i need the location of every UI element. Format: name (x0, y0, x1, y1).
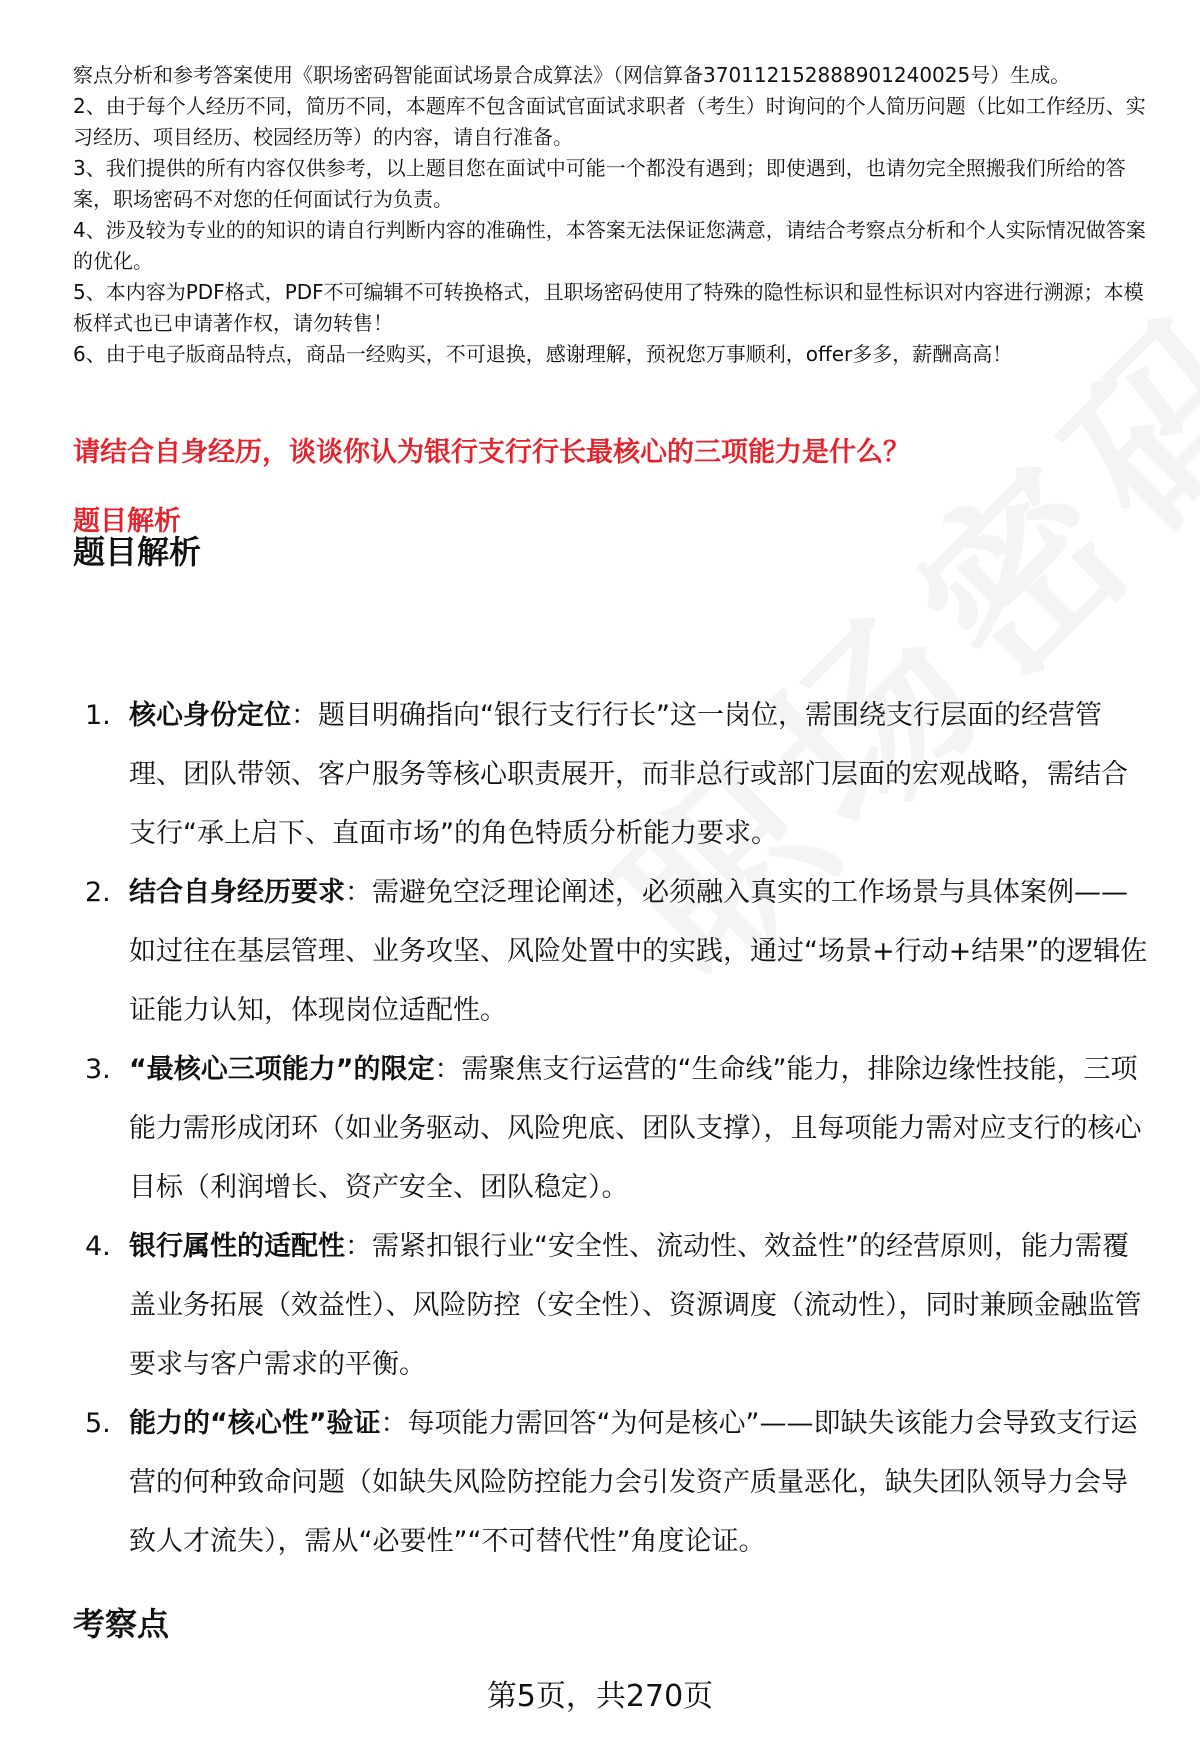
notice-line: 3、我们提供的所有内容仅供参考，以上题目您在面试中可能一个都没有遇到；即使遇到，也请勿完全照搬我们所给的答案，职场密码不对您的任何面试行为负责。 (73, 156, 1126, 211)
analysis-item (73, 686, 1153, 863)
analysis-item-text: ：每项能力需回答“为何是核心”——即缺失该能力会导致支行运营的何种致命问题（如缺失风险防控能力会引发资产质量恶化，缺失团队领导力会导致人才流失），需从“必要性”“不可替代性”角度论证。 (129, 1408, 1138, 1557)
analysis-item-lead: 能力的“核心性”验证 (129, 1408, 381, 1439)
analysis-item (73, 1040, 1153, 1217)
notice-line: 5、本内容为PDF格式，PDF不可编辑不可转换格式，且职场密码使用了特殊的隐性标识和显性标识对内容进行溯源；本模板样式也已申请著作权，请勿转售！ (73, 280, 1144, 335)
analysis-item (73, 1394, 1153, 1571)
analysis-item-number: 3. (85, 1054, 111, 1085)
analysis-item (73, 1217, 1153, 1394)
page-footer: 第5页，共270页 (486, 1679, 714, 1714)
analysis-list (73, 686, 1153, 1571)
interview-question: 请结合自身经历，谈谈你认为银行支行行长最核心的三项能力是什么？ (73, 437, 910, 468)
analysis-item-lead: 核心身份定位 (129, 700, 291, 731)
notice-line: 4、涉及较为专业的的知识的请自行判断内容的准确性，本答案无法保证您满意，请结合考察点分析和个人实际情况做答案的优化。 (73, 218, 1146, 273)
section-title-kaochadian: 考察点 (73, 1605, 170, 1643)
notice-line: 2、由于每个人经历不同，简历不同，本题库不包含面试官面试求职者（考生）时询问的个人简历问题（比如工作经历、实习经历、项目经历、校园经历等）的内容，请自行准备。 (73, 94, 1146, 149)
section-title-analysis: 题目解析 (73, 533, 202, 571)
analysis-item-lead: “最核心三项能力”的限定 (129, 1054, 435, 1085)
notice-line: 6、由于电子版商品特点，商品一经购买，不可退换，感谢理解，预祝您万事顺利，offer多多，薪酬高高！ (73, 342, 1013, 366)
analysis-item-text: ：需紧扣银行业“安全性、流动性、效益性”的经营原则，能力需覆盖业务拓展（效益性）、风险防控（安全性）、资源调度（流动性），同时兼顾金融监管要求与客户需求的平衡。 (129, 1231, 1142, 1380)
notice-line: 察点分析和参考答案使用《职场密码智能面试场景合成算法》（网信算备370112152888901240025号）生成。 (73, 63, 1071, 87)
analysis-item-number: 1. (85, 700, 111, 731)
analysis-item-text: ：需聚焦支行运营的“生命线”能力，排除边缘性技能，三项能力需形成闭环（如业务驱动、风险兜底、团队支撑），且每项能力需对应支行的核心目标（利润增长、资产安全、团队稳定）。 (129, 1054, 1142, 1203)
analysis-item (73, 863, 1153, 1040)
analysis-item-text: ：需避免空泛理论阐述，必须融入真实的工作场景与具体案例——如过往在基层管理、业务攻坚、风险处置中的实践，通过“场景+行动+结果”的逻辑佐证能力认知，体现岗位适配性。 (129, 877, 1148, 1026)
analysis-item-number: 5. (85, 1408, 111, 1439)
question-analysis-label: 题目解析 (73, 506, 181, 537)
analysis-item-number: 2. (85, 877, 111, 908)
analysis-item-lead: 银行属性的适配性 (129, 1231, 345, 1262)
analysis-item-text: ：题目明确指向“银行支行行长”这一岗位，需围绕支行层面的经营管理、团队带领、客户服务等核心职责展开，而非总行或部门层面的宏观战略，需结合支行“承上启下、直面市场”的角色特质分析能力要求。 (129, 700, 1128, 849)
notice-block (73, 60, 1163, 370)
analysis-item-lead: 结合自身经历要求 (129, 877, 345, 908)
analysis-item-number: 4. (85, 1231, 111, 1262)
